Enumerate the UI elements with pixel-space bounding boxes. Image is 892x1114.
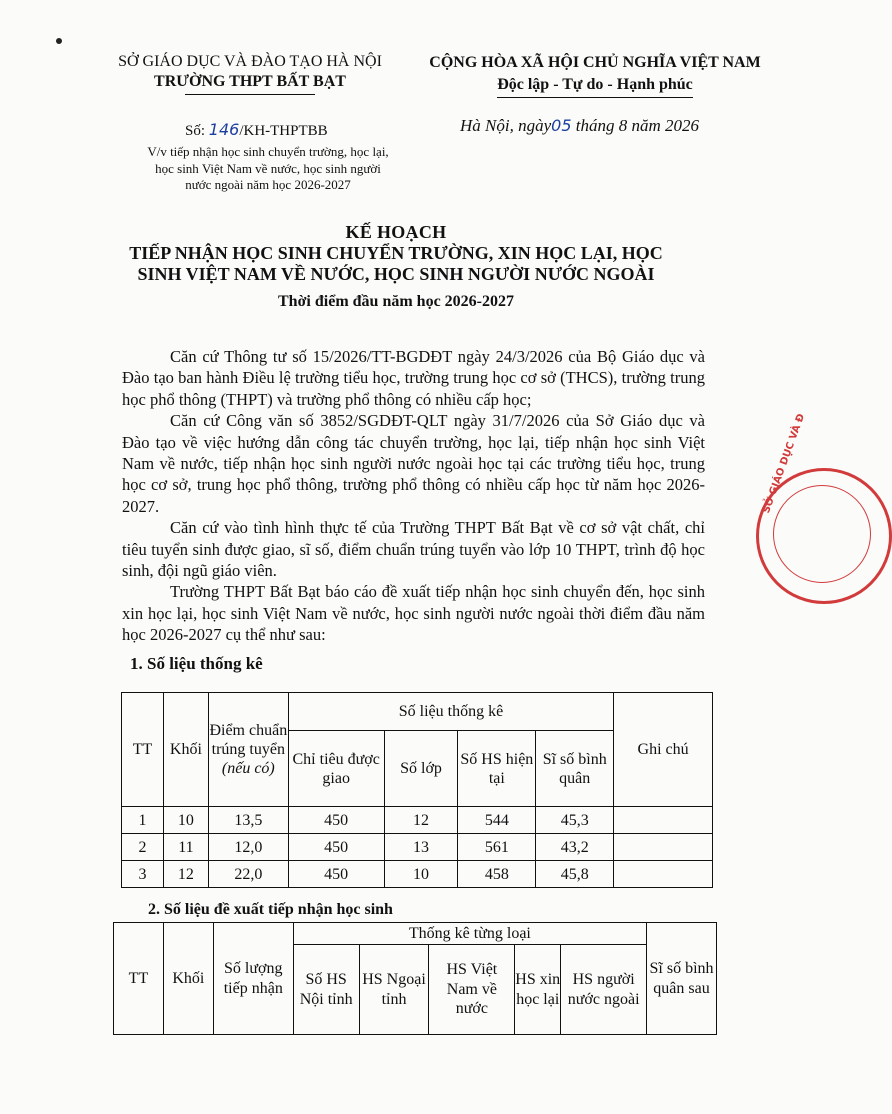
cell-chi-tieu: 450: [288, 834, 384, 861]
header-group-statistics: Số liệu thống kê: [288, 693, 613, 731]
seal-text: SỞ GIÁO DỤC VÀ Đ: [761, 412, 808, 515]
red-seal-stamp: [756, 412, 892, 604]
section-2-heading: 2. Số liệu đề xuất tiếp nhận học sinh: [148, 901, 393, 918]
cell-si-so: 43,2: [536, 834, 614, 861]
table-row: [122, 834, 713, 861]
header-diem-chuan-label: Điểm chuẩn trúng tuyển: [209, 722, 288, 758]
header-ghi-chu: Ghi chú: [614, 693, 713, 807]
cell-khoi: 10: [163, 807, 208, 834]
header-so-luong: Số lượng tiếp nhận: [213, 923, 293, 1035]
paragraph-report-intro: Trường THPT Bất Bạt báo cáo đề xuất tiếp nhận học sinh chuyển đến, học sinh xin học lại, học sinh Việt Nam về nước, học sinh người nước ngoài thời điểm đầu năm học 2026-2027 cụ thể như sau:: [122, 582, 705, 645]
cell-diem: 12,0: [208, 834, 288, 861]
paragraph-legal-basis-1: Căn cứ Thông tư số 15/2026/TT-BGDĐT ngày 24/3/2026 của Bộ Giáo dục và Đào tạo ban hành Điều lệ trường tiểu học, trường trung học cơ sở (THCS), trường trung học phổ thông (THPT) và trường phổ thông có nhiều cấp học;: [122, 347, 705, 409]
header-si-so-sau: Sĩ số bình quân sau: [647, 923, 717, 1035]
nation-motto: Độc lập - Tự do - Hạnh phúc: [497, 74, 693, 98]
main-title-line-2: SINH VIỆT NAM VỀ NƯỚC, HỌC SINH NGƯỜI NƯỚC NGOÀI: [137, 264, 655, 284]
document-date: [460, 116, 699, 136]
header-khoi: Khối: [163, 693, 208, 807]
main-title-line-1: TIẾP NHẬN HỌC SINH CHUYỂN TRƯỜNG, XIN HỌC LẠI, HỌC: [129, 243, 663, 263]
proposal-table: [113, 922, 717, 1035]
cell-ghi-chu: [614, 861, 713, 888]
cell-ghi-chu: [614, 834, 713, 861]
subject-line-1: V/v tiếp nhận học sinh chuyển trường, học lại,: [147, 144, 389, 159]
cell-tt: 1: [122, 807, 164, 834]
subject-summary: [118, 144, 418, 194]
cell-si-so: 45,8: [536, 861, 614, 888]
seal-inner-ring: [773, 485, 871, 583]
header-tt: TT: [114, 923, 164, 1035]
paragraph-legal-basis-2: Căn cứ Công văn số 3852/SGDĐT-QLT ngày 31/7/2026 của Sở Giáo dục và Đào tạo về việc hướng dẫn công tác chuyển trường, học lại, tiếp nhận học sinh Việt Nam về nước, tiếp nhận học sinh người nước ngoài học tại các trường tiểu học, trung học cơ sở, trung học phổ thông, trường phổ thông có nhiều cấp học từ năm học 2026-2027.: [122, 411, 705, 516]
cell-so-hs: 561: [458, 834, 536, 861]
header-nuoc-ngoai: HS người nước ngoài: [561, 945, 647, 1035]
cell-khoi: 12: [163, 861, 208, 888]
cell-ghi-chu: [614, 807, 713, 834]
doc-main-title: [0, 243, 792, 285]
header-group-by-type: Thống kê từng loại: [293, 923, 646, 945]
header-xin-hoc-lai: HS xin học lại: [515, 945, 561, 1035]
table-row: [122, 807, 713, 834]
doc-type-title: KẾ HOẠCH: [345, 222, 447, 242]
cell-so-lop: 12: [384, 807, 458, 834]
so-handwritten-number: 146: [208, 120, 240, 139]
header-ve-nuoc: HS Việt Nam về nước: [429, 945, 515, 1035]
cell-chi-tieu: 450: [288, 807, 384, 834]
so-suffix: /KH-THPTBB: [239, 123, 328, 139]
header-chi-tieu: Chỉ tiêu được giao: [288, 731, 384, 807]
header-tt: TT: [122, 693, 164, 807]
table-row: [122, 861, 713, 888]
so-prefix: Số:: [185, 123, 209, 139]
subject-line-2: học sinh Việt Nam về nước, học sinh người: [155, 160, 381, 176]
cell-si-so: 45,3: [536, 807, 614, 834]
cell-diem: 13,5: [208, 807, 288, 834]
doc-subtitle: Thời điểm đầu năm học 2026-2027: [278, 293, 514, 310]
subject-line-3: nước ngoài năm học 2026-2027: [185, 177, 351, 192]
org-department: SỞ GIÁO DỤC VÀ ĐÀO TẠO HÀ NỘI: [118, 53, 382, 70]
date-suffix: tháng 8 năm 2026: [571, 116, 699, 135]
date-handwritten-day: 05: [551, 116, 572, 135]
body-text: [122, 346, 705, 646]
header-si-so: Sĩ số bình quân: [536, 731, 614, 807]
date-prefix: Hà Nội, ngày: [460, 116, 552, 135]
nation-header: [420, 52, 770, 98]
cell-so-lop: 10: [384, 861, 458, 888]
ink-dot: [56, 38, 62, 44]
header-khoi: Khối: [163, 923, 213, 1035]
header-diem-chuan: [208, 693, 288, 807]
cell-tt: 3: [122, 861, 164, 888]
cell-so-lop: 13: [384, 834, 458, 861]
header-noi-tinh: Số HS Nội tỉnh: [293, 945, 359, 1035]
org-underline: [185, 94, 315, 95]
cell-so-hs: 544: [458, 807, 536, 834]
header-so-hs: Số HS hiện tại: [458, 731, 536, 807]
cell-so-hs: 458: [458, 861, 536, 888]
org-school: TRƯỜNG THPT BẤT BẠT: [154, 73, 346, 90]
document-number: [185, 120, 328, 140]
header-ngoai-tinh: HS Ngoại tỉnh: [359, 945, 429, 1035]
cell-tt: 2: [122, 834, 164, 861]
header-so-lop: Số lớp: [384, 731, 458, 807]
org-header: [100, 52, 400, 95]
header-diem-chuan-note: (nếu có): [221, 760, 275, 777]
paragraph-legal-basis-3: Căn cứ vào tình hình thực tế của Trường THPT Bất Bạt về cơ sở vật chất, chỉ tiêu tuyển sinh được giao, sĩ số, điểm chuẩn trúng tuyển vào lớp 10 THPT, trình độ học sinh, đội ngũ giáo viên.: [122, 518, 705, 581]
nation-title: CỘNG HÒA XÃ HỘI CHỦ NGHĨA VIỆT NAM: [429, 54, 761, 71]
cell-khoi: 11: [163, 834, 208, 861]
cell-chi-tieu: 450: [288, 861, 384, 888]
section-1-heading: 1. Số liệu thống kê: [130, 654, 263, 673]
cell-diem: 22,0: [208, 861, 288, 888]
statistics-table: [121, 692, 713, 888]
